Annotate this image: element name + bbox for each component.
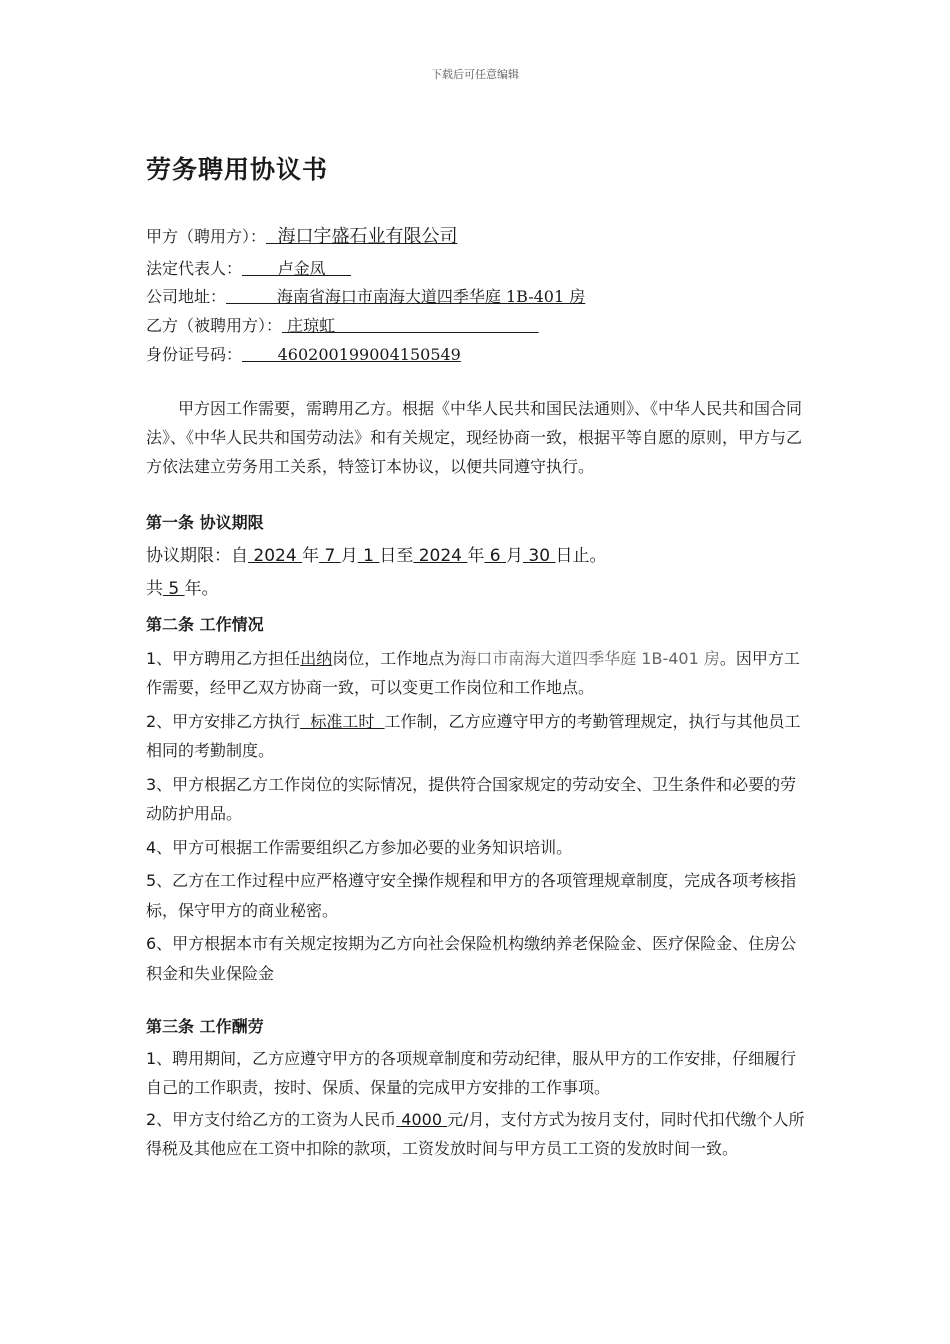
document-title: 劳务聘用协议书 <box>146 155 329 184</box>
month-char: 月 <box>340 545 358 566</box>
legal-rep-line <box>146 256 351 279</box>
section2-item6: 6、甲方根据本市有关规定按期为乙方向社会保险机构缴纳养老保险金、医疗保险金、住房公积金和失业保险金 <box>146 934 797 983</box>
party-b-line <box>146 313 539 336</box>
year-char: 年 <box>302 545 320 566</box>
address-label: 公司地址： <box>146 287 227 306</box>
section2-item4: 4、甲方可根据工作需要组织乙方参加必要的业务知识培训。 <box>146 837 573 857</box>
section2-item1 <box>146 644 812 703</box>
item2-system: 标准工时 <box>300 711 385 731</box>
party-b-value: 庄琼虹 <box>282 316 539 335</box>
item1-position: 出纳 <box>300 648 333 668</box>
section1 <box>146 508 812 605</box>
section3-item1: 1、聘用期间，乙方应遵守甲方的各项规章制度和劳动纪律，服从甲方的工作安排，仔细履行自己的工作职责，按时、保质、保量的完成甲方安排的工作事项。 <box>146 1048 797 1097</box>
header-note: 下载后可任意编辑 <box>431 68 519 81</box>
item2-prefix: 2、甲方安排乙方执行 <box>146 711 301 731</box>
salary-suffix: 元/月，支付方式为按月支付，同时代扣代缴个人所得税及其他应在工资中扣除的款项，工资发放时间与甲方员工工资的发放时间一致。 <box>146 1109 805 1158</box>
total-suffix: 年。 <box>184 579 219 599</box>
id-label: 身份证号码： <box>146 345 243 364</box>
start-year: 2024 <box>248 545 303 566</box>
section2-item2 <box>146 707 812 766</box>
item1-prefix: 1、甲方聘用乙方担任 <box>146 648 301 668</box>
party-a-label: 甲方（聘用方）： <box>146 227 267 246</box>
legal-rep-value: 卢金凤 <box>242 259 352 278</box>
legal-rep-label: 法定代表人： <box>146 259 243 278</box>
party-b-label: 乙方（被聘用方）： <box>146 316 283 335</box>
day-end: 日止。 <box>555 545 607 566</box>
term-prefix: 协议期限：自 <box>146 545 248 566</box>
item1-location: 海口市南海大道四季华庭 1B-401 房 <box>460 648 720 668</box>
id-value: 460200199004150549 <box>242 345 461 364</box>
salary-amount: 4000 <box>396 1109 448 1129</box>
section3 <box>146 1012 812 1164</box>
end-day: 30 <box>523 545 556 566</box>
salary-prefix: 2、甲方支付给乙方的工资为人民币 <box>146 1109 397 1129</box>
item1-mid: 岗位，工作地点为 <box>332 648 461 668</box>
party-a-line <box>146 222 457 248</box>
total-prefix: 共 <box>146 579 163 599</box>
address-value: 海南省海口市南海大道四季华庭 1B-401 房 <box>226 287 586 306</box>
end-month: 6 <box>484 545 507 566</box>
section1-heading: 第一条 协议期限 <box>146 513 264 532</box>
section2-item5: 5、乙方在工作过程中应严格遵守安全操作规程和甲方的各项管理规章制度，完成各项考核指标，保守甲方的商业秘密。 <box>146 871 797 920</box>
section2-heading: 第二条 工作情况 <box>146 615 264 634</box>
address-line <box>146 284 585 307</box>
id-line <box>146 342 461 365</box>
end-year: 2024 <box>413 545 468 566</box>
start-month: 7 <box>319 545 341 566</box>
section3-heading: 第三条 工作酬劳 <box>146 1017 264 1036</box>
day-to: 日至 <box>379 545 414 566</box>
total-line <box>146 575 812 605</box>
total-years: 5 <box>163 579 185 599</box>
start-day: 1 <box>357 545 380 566</box>
year-char-2: 年 <box>467 545 485 566</box>
term-line <box>146 542 812 572</box>
section3-item2 <box>146 1105 812 1164</box>
item1-suffix: 。因甲方工作需要，经甲乙双方协商一致，可以变更工作岗位和工作地点。 <box>146 648 800 697</box>
month-char-2: 月 <box>506 545 524 566</box>
section2 <box>146 610 812 988</box>
party-a-value: 海口宇盛石业有限公司 <box>266 226 458 247</box>
intro-paragraph: 甲方因工作需要，需聘用乙方。根据《中华人民共和国民法通则》、《中华人民共和国合同法》、《中华人民共和国劳动法》和有关规定，现经协商一致，根据平等自愿的原则，甲方与乙方依法建立劳务用工关系，特签订本协议，以便共同遵守执行。 <box>146 399 803 476</box>
section2-item3: 3、甲方根据乙方工作岗位的实际情况，提供符合国家规定的劳动安全、卫生条件和必要的劳动防护用品。 <box>146 774 797 823</box>
item2-suffix: 工作制，乙方应遵守甲方的考勤管理规定，执行与其他员工相同的考勤制度。 <box>146 711 801 760</box>
